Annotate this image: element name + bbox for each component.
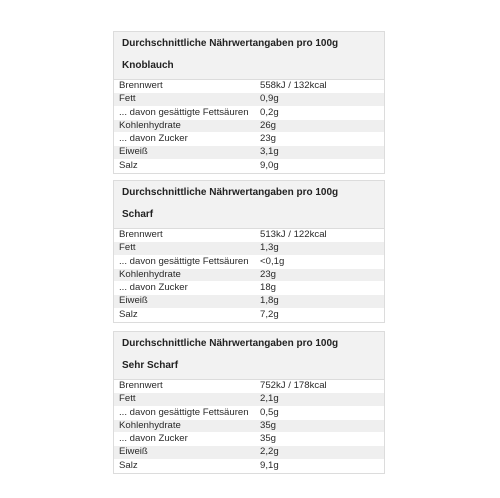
table-row: [114, 229, 384, 242]
row-value: 513kJ / 122kcal: [260, 229, 327, 240]
table-row: [114, 446, 384, 459]
row-label: Brennwert: [119, 380, 163, 391]
table-row: [114, 133, 384, 146]
row-value: 9,1g: [260, 459, 279, 471]
table-row: [114, 120, 384, 133]
section-header: [113, 180, 385, 230]
table-row: [114, 460, 384, 473]
row-label: Brennwert: [119, 80, 163, 91]
table-row: [114, 160, 384, 173]
nutrition-table: [113, 379, 385, 474]
table-row: [114, 295, 384, 308]
table-row: [114, 309, 384, 322]
row-value: 2,2g: [260, 446, 279, 458]
table-row: [114, 242, 384, 255]
section-title: Durchschnittliche Nährwertangaben pro 100g: [122, 338, 339, 349]
row-label: ... davon gesättigte Fettsäuren: [119, 255, 249, 267]
row-value: 35g: [260, 419, 277, 431]
table-row: [114, 93, 384, 106]
row-label: Kohlenhydrate: [119, 119, 181, 131]
row-value: 23g: [260, 133, 277, 145]
row-label: ... davon Zucker: [119, 282, 188, 294]
row-label: Kohlenhydrate: [119, 268, 181, 280]
row-value: 26g: [260, 119, 277, 131]
row-label: Salz: [119, 308, 138, 320]
row-label: Salz: [119, 159, 138, 171]
nutrition-table: [113, 79, 385, 174]
row-label: Eiweiß: [119, 146, 148, 158]
variant-name: Knoblauch: [122, 60, 174, 71]
row-label: ... davon gesättigte Fettsäuren: [119, 106, 249, 118]
nutrition-table: [113, 228, 385, 323]
row-value: 1,3g: [260, 242, 279, 254]
variant-name: Scharf: [122, 209, 154, 220]
row-value: 23g: [260, 268, 277, 280]
row-value: 18g: [260, 282, 277, 294]
section-header: [113, 31, 385, 81]
table-row: [114, 80, 384, 93]
row-label: Fett: [119, 393, 136, 405]
table-row: [114, 420, 384, 433]
row-value: 0,5g: [260, 406, 279, 418]
table-row: [114, 146, 384, 159]
row-label: Kohlenhydrate: [119, 419, 181, 431]
row-label: ... davon gesättigte Fettsäuren: [119, 406, 249, 418]
row-value: 3,1g: [260, 146, 279, 158]
table-row: [114, 107, 384, 120]
row-value: 752kJ / 178kcal: [260, 380, 327, 391]
row-value: 1,8g: [260, 295, 279, 307]
table-row: [114, 393, 384, 406]
section-title: Durchschnittliche Nährwertangaben pro 100g: [122, 38, 339, 49]
row-value: 35g: [260, 433, 277, 445]
row-value: 2,1g: [260, 393, 279, 405]
table-row: [114, 380, 384, 393]
table-row: [114, 282, 384, 295]
table-row: [114, 256, 384, 269]
row-label: Brennwert: [119, 229, 163, 240]
row-label: Salz: [119, 459, 138, 471]
section-title: Durchschnittliche Nährwertangaben pro 100g: [122, 187, 339, 198]
row-label: Fett: [119, 242, 136, 254]
section-header: [113, 331, 385, 381]
row-label: Eiweiß: [119, 446, 148, 458]
row-value: 0,9g: [260, 93, 279, 105]
row-value: 7,2g: [260, 308, 279, 320]
row-value: 0,2g: [260, 106, 279, 118]
row-value: <0,1g: [260, 255, 285, 267]
variant-name: Sehr Scharf: [122, 360, 179, 371]
table-row: [114, 433, 384, 446]
row-value: 9,0g: [260, 159, 279, 171]
row-label: ... davon Zucker: [119, 433, 188, 445]
table-row: [114, 269, 384, 282]
row-label: ... davon Zucker: [119, 133, 188, 145]
table-row: [114, 407, 384, 420]
row-label: Fett: [119, 93, 136, 105]
row-value: 558kJ / 132kcal: [260, 80, 327, 91]
row-label: Eiweiß: [119, 295, 148, 307]
